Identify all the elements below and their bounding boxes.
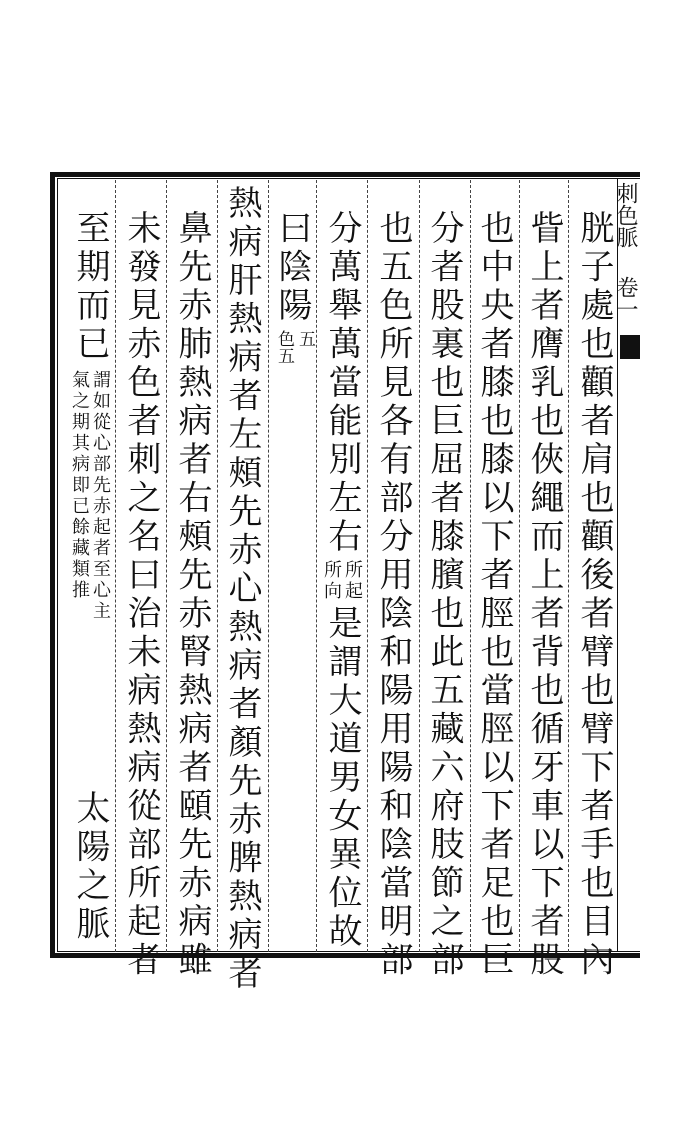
column-7-sub-right: 五 xyxy=(295,330,315,347)
column-11-annotation xyxy=(70,370,110,790)
column-divider xyxy=(166,180,167,952)
text-column-5: 也五色所見各有部分用陰和陽用陽和陰當明部 xyxy=(373,210,413,980)
column-divider xyxy=(316,180,317,952)
annotation-left: 所向 xyxy=(321,560,342,602)
text-column-3: 也中央者膝也膝以下者脛也當脛以下者足也巨 xyxy=(474,210,514,980)
fold-title-text: 刺色脈 xyxy=(613,182,638,248)
annotation-right: 所起 xyxy=(342,560,363,602)
column-divider xyxy=(470,180,471,952)
text-column-6-tail: 是謂大道男女異位故 xyxy=(322,605,362,952)
text-column-10: 未發見赤色者刺之名曰治未病熱病從部所起者 xyxy=(121,210,161,980)
fold-volume-text: 卷一 xyxy=(613,276,638,320)
text-column-1: 胱子處也顴者肩也顴後者臂也臂下者手也目內 xyxy=(574,210,614,980)
fold-block-mark xyxy=(620,335,640,359)
text-column-11-head: 至期而已 xyxy=(70,210,110,364)
column-divider xyxy=(568,180,569,952)
column-7-sub-left: 色五 xyxy=(274,330,294,364)
text-column-8: 熱病肝熱病者左頰先赤心熱病者顏先赤脾熱病者 xyxy=(222,185,262,994)
column-divider xyxy=(217,180,218,952)
column-divider xyxy=(268,180,269,952)
text-column-9: 鼻先赤肺熱病者右頰先赤腎熱病者頤先赤病雖 xyxy=(172,210,212,980)
annotation-left: 氣之期其病即已餘藏類推 xyxy=(69,370,90,601)
text-column-6-head: 分萬舉萬當能別左右 xyxy=(322,210,362,557)
column-6-annotation xyxy=(322,560,362,600)
text-column-11-tail: 太陽之脈 xyxy=(70,790,110,944)
annotation-right: 謂如從心部先赤起者至心主 xyxy=(90,370,111,622)
column-divider xyxy=(519,180,520,952)
column-divider xyxy=(419,180,420,952)
text-column-7: 曰陰陽 xyxy=(272,210,312,326)
column-divider xyxy=(367,180,368,952)
column-divider xyxy=(115,180,116,952)
text-column-2: 眥上者膺乳也俠繩而上者背也循牙車以下者股 xyxy=(524,210,564,980)
text-column-4: 分者股裏也巨屈者膝臏也此五藏六府肢節之部 xyxy=(424,210,464,980)
